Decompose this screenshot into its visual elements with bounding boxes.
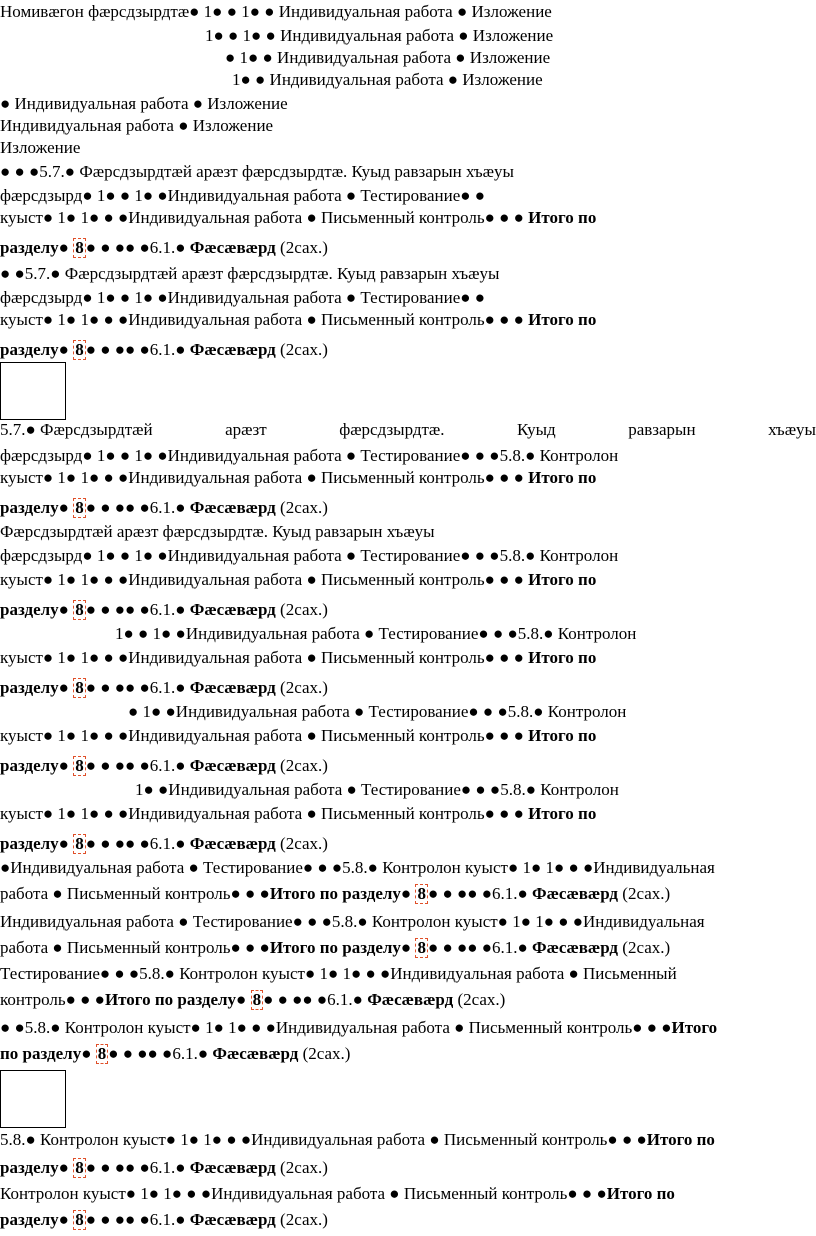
text-run: ● ● ●● ●6.1.●	[85, 756, 186, 775]
razdelu-label: разделу●	[0, 600, 69, 619]
text-line	[0, 310, 596, 330]
itogo-label: Итого по	[606, 1184, 675, 1203]
itogo-label: Итого по	[646, 1130, 715, 1149]
text-run: Изложение	[0, 138, 81, 157]
faesaevaerd-label: Фæсæвæрд	[532, 884, 619, 903]
score-box: 8	[75, 600, 84, 619]
text-run: ● Индивидуальная работа ● Изложение	[0, 94, 288, 113]
text-line	[0, 1210, 328, 1230]
text-run: Куыд	[517, 420, 556, 439]
text-run: ● ● ●● ●6.1.●	[85, 498, 186, 517]
text-run: 1● ●Индивидуальная работа ● Тестирование● ● ●5.8.● Контролон	[135, 780, 619, 799]
text-line	[0, 446, 618, 466]
itogo-label: Итого по	[528, 726, 597, 745]
itogo-label: Итого по	[528, 310, 597, 329]
text-line	[0, 804, 596, 824]
faesaevaerd-label: Фæсæвæрд	[367, 990, 454, 1009]
text-line	[0, 884, 670, 904]
faesaevaerd-label: Фæсæвæрд	[189, 340, 276, 359]
score-box: 8	[417, 884, 426, 903]
text-run: ● ● ●5.7.● Фæрсдзырдтæй арæзт фæрсдзырдтæ. Куыд равзарын хъæуы	[0, 162, 514, 181]
text-run: фæрсдзырд● 1● ● 1● ●Индивидуальная работа ● Тестирование● ●	[0, 288, 486, 307]
text-run: Индивидуальная работа ● Изложение	[0, 116, 274, 135]
text-line	[0, 726, 596, 746]
itogo-label: Итого по	[528, 468, 597, 487]
text-run: ● ● ●● ●6.1.●	[85, 238, 186, 257]
text-line	[0, 546, 618, 566]
text-line	[0, 340, 328, 360]
text-run: Фæрсдзырдтæй арæзт фæрсдзырдтæ. Куыд равзарын хъæуы	[0, 522, 435, 541]
text-line	[0, 570, 596, 590]
image-placeholder-box	[0, 1070, 66, 1128]
text-run: (2сах.)	[280, 756, 328, 775]
text-line	[0, 264, 499, 284]
text-line	[0, 138, 80, 158]
text-run: куыст● 1● 1● ● ●Индивидуальная работа ● Письменный контроль● ● ●	[0, 310, 524, 329]
text-line	[225, 48, 550, 68]
text-line	[0, 186, 485, 206]
text-run: ● ●5.7.● Фæрсдзырдтæй арæзт фæрсдзырдтæ. Куыд равзарын хъæуы	[0, 264, 500, 283]
text-run: фæрсдзырдтæ.	[339, 420, 445, 439]
faesaevaerd-label: Фæсæвæрд	[189, 834, 276, 853]
text-line	[0, 1018, 717, 1038]
text-line	[115, 624, 636, 644]
text-run: ● ● ●● ●6.1.●	[85, 600, 186, 619]
text-line	[0, 1184, 675, 1204]
text-line	[0, 834, 328, 854]
text-run: ● 1● ● Индивидуальная работа ● Изложение	[225, 48, 551, 67]
text-line	[0, 912, 705, 932]
itogo-label: Итого по разделу●	[269, 938, 412, 957]
text-run: (2сах.)	[457, 990, 506, 1009]
text-line	[0, 288, 485, 308]
faesaevaerd-label: Фæсæвæрд	[532, 938, 619, 957]
text-run: ● ● ●● ●6.1.●	[427, 938, 528, 957]
text-line	[0, 162, 514, 182]
text-run: ● ● ●● ●6.1.●	[85, 1158, 186, 1177]
text-line	[0, 238, 328, 258]
text-run: 1● ● Индивидуальная работа ● Изложение	[232, 70, 543, 89]
justified-line	[0, 420, 816, 440]
faesaevaerd-label: Фæсæвæрд	[189, 678, 276, 697]
text-run: куыст● 1● 1● ● ●Индивидуальная работа ● Письменный контроль● ● ●	[0, 208, 524, 227]
text-line	[0, 94, 288, 114]
text-run: (2сах.)	[280, 498, 328, 517]
faesaevaerd-label: Фæсæвæрд	[189, 1210, 276, 1229]
score-box: 8	[75, 678, 84, 697]
text-run: куыст● 1● 1● ● ●Индивидуальная работа ● Письменный контроль● ● ●	[0, 468, 524, 487]
text-line	[0, 208, 596, 228]
text-run: (2сах.)	[280, 678, 328, 697]
text-run: (2сах.)	[302, 1044, 351, 1063]
text-run: работа ● Письменный контроль● ● ●	[0, 884, 270, 903]
text-run: фæрсдзырд● 1● ● 1● ●Индивидуальная работа ● Тестирование● ●	[0, 186, 486, 205]
text-line	[0, 116, 273, 136]
text-run: куыст● 1● 1● ● ●Индивидуальная работа ● Письменный контроль● ● ●	[0, 648, 524, 667]
text-run: работа ● Письменный контроль● ● ●	[0, 938, 270, 957]
itogo-label: Итого по разделу●	[269, 884, 412, 903]
text-run: Тестирование● ● ●5.8.● Контролон куыст● 1● 1● ● ●Индивидуальная работа ● Письменный	[0, 964, 677, 983]
text-line	[0, 678, 328, 698]
text-run: (2сах.)	[280, 834, 328, 853]
text-line	[0, 858, 715, 878]
text-line	[232, 70, 543, 90]
text-run: (2сах.)	[280, 1158, 328, 1177]
text-line	[128, 702, 626, 722]
text-run: Индивидуальная работа ● Тестирование● ● ●5.8.● Контролон куыст● 1● 1● ● ●Индивидуальная	[0, 912, 705, 931]
itogo-label: Итого по	[528, 208, 597, 227]
text-run: ● ● ●● ●6.1.●	[427, 884, 528, 903]
text-run: ● ● ●● ●6.1.●	[85, 340, 186, 359]
text-run: ● ●5.8.● Контролон куыст● 1● 1● ● ●Индивидуальная работа ● Письменный контроль● ● ●	[0, 1018, 672, 1037]
text-run: (2сах.)	[280, 600, 328, 619]
text-run: куыст● 1● 1● ● ●Индивидуальная работа ● Письменный контроль● ● ●	[0, 570, 524, 589]
text-run: ● ● ●● ●6.1.●	[85, 834, 186, 853]
text-run: 1● ● 1● ●Индивидуальная работа ● Тестирование● ● ●5.8.● Контролон	[115, 624, 637, 643]
faesaevaerd-label: Фæсæвæрд	[189, 238, 276, 257]
text-run: 5.7.● Фæрсдзырдтæй	[0, 420, 153, 439]
text-run: контроль● ● ●	[0, 990, 105, 1009]
text-run: 1● ● 1● ● Индивидуальная работа ● Изложение	[205, 26, 554, 45]
text-line	[0, 648, 596, 668]
text-run: куыст● 1● 1● ● ●Индивидуальная работа ● Письменный контроль● ● ●	[0, 726, 524, 745]
text-run: (2сах.)	[622, 938, 671, 957]
itogo-label: Итого по	[528, 648, 597, 667]
text-run: (2сах.)	[280, 238, 328, 257]
score-box: 8	[75, 834, 84, 853]
text-run: фæрсдзырд● 1● ● 1● ●Индивидуальная работа ● Тестирование● ● ●5.8.● Контролон	[0, 446, 619, 465]
text-run: арæзт	[225, 420, 267, 439]
text-run: куыст● 1● 1● ● ●Индивидуальная работа ● Письменный контроль● ● ●	[0, 804, 524, 823]
score-box: 8	[75, 756, 84, 775]
itogo-label: Итого по	[528, 804, 597, 823]
text-run: ● 1● ●Индивидуальная работа ● Тестирование● ● ●5.8.● Контролон	[128, 702, 627, 721]
text-run: Номивæгон фæрсдзырдтæ● 1● ● 1● ● Индивидуальная работа ● Изложение	[0, 2, 552, 21]
razdelu-label: разделу●	[0, 498, 69, 517]
text-run: 5.8.● Контролон куыст● 1● 1● ● ●Индивидуальная работа ● Письменный контроль● ● ●	[0, 1130, 647, 1149]
text-run: ●Индивидуальная работа ● Тестирование● ● ●5.8.● Контролон куыст● 1● 1● ● ●Индивидуальная	[0, 858, 715, 877]
text-run: хъæуы	[768, 420, 816, 439]
text-run: (2сах.)	[280, 340, 328, 359]
faesaevaerd-label: Фæсæвæрд	[189, 498, 276, 517]
faesaevaerd-label: Фæсæвæрд	[189, 1158, 276, 1177]
razdelu-label: разделу●	[0, 238, 69, 257]
text-line	[0, 522, 435, 542]
score-box: 8	[252, 990, 262, 1009]
score-box: 8	[75, 238, 84, 257]
itogo-label: Итого	[671, 1018, 718, 1037]
razdelu-label: разделу●	[0, 340, 69, 359]
score-box: 8	[417, 938, 426, 957]
faesaevaerd-label: Фæсæвæрд	[189, 600, 276, 619]
text-run: ● ● ●● ●6.1.●	[85, 1210, 186, 1229]
text-line	[0, 756, 328, 776]
text-run: Контролон куыст● 1● 1● ● ●Индивидуальная работа ● Письменный контроль● ● ●	[0, 1184, 607, 1203]
text-line	[0, 990, 505, 1010]
text-line	[0, 600, 328, 620]
score-box: 8	[97, 1044, 107, 1063]
score-box: 8	[75, 340, 84, 359]
text-line	[0, 964, 677, 984]
score-box: 8	[75, 1210, 84, 1229]
text-line	[0, 1158, 328, 1178]
score-box: 8	[75, 1158, 84, 1177]
text-line	[0, 1044, 350, 1064]
text-line	[205, 26, 553, 46]
text-run: равзарын	[628, 420, 696, 439]
text-run: ● ● ●● ●6.1.●	[85, 678, 186, 697]
text-line	[0, 468, 596, 488]
text-line	[0, 2, 552, 22]
razdelu-label: разделу●	[0, 678, 69, 697]
image-placeholder-box	[0, 362, 66, 420]
text-run: фæрсдзырд● 1● ● 1● ●Индивидуальная работа ● Тестирование● ● ●5.8.● Контролон	[0, 546, 619, 565]
itogo-label: Итого по разделу●	[104, 990, 247, 1009]
text-line	[135, 780, 619, 800]
score-box: 8	[75, 498, 84, 517]
text-run: (2сах.)	[622, 884, 671, 903]
itogo-label: Итого по	[528, 570, 597, 589]
text-run: (2сах.)	[280, 1210, 328, 1229]
text-run: ● ● ●● ●6.1.●	[263, 990, 363, 1009]
razdelu-label: разделу●	[0, 834, 69, 853]
text-line	[0, 938, 670, 958]
razdelu-label: по разделу●	[0, 1044, 92, 1063]
text-line	[0, 498, 328, 518]
text-run: ● ● ●● ●6.1.●	[108, 1044, 209, 1063]
text-line	[0, 1130, 715, 1150]
faesaevaerd-label: Фæсæвæрд	[212, 1044, 299, 1063]
razdelu-label: разделу●	[0, 756, 69, 775]
razdelu-label: разделу●	[0, 1210, 69, 1229]
faesaevaerd-label: Фæсæвæрд	[189, 756, 276, 775]
razdelu-label: разделу●	[0, 1158, 69, 1177]
